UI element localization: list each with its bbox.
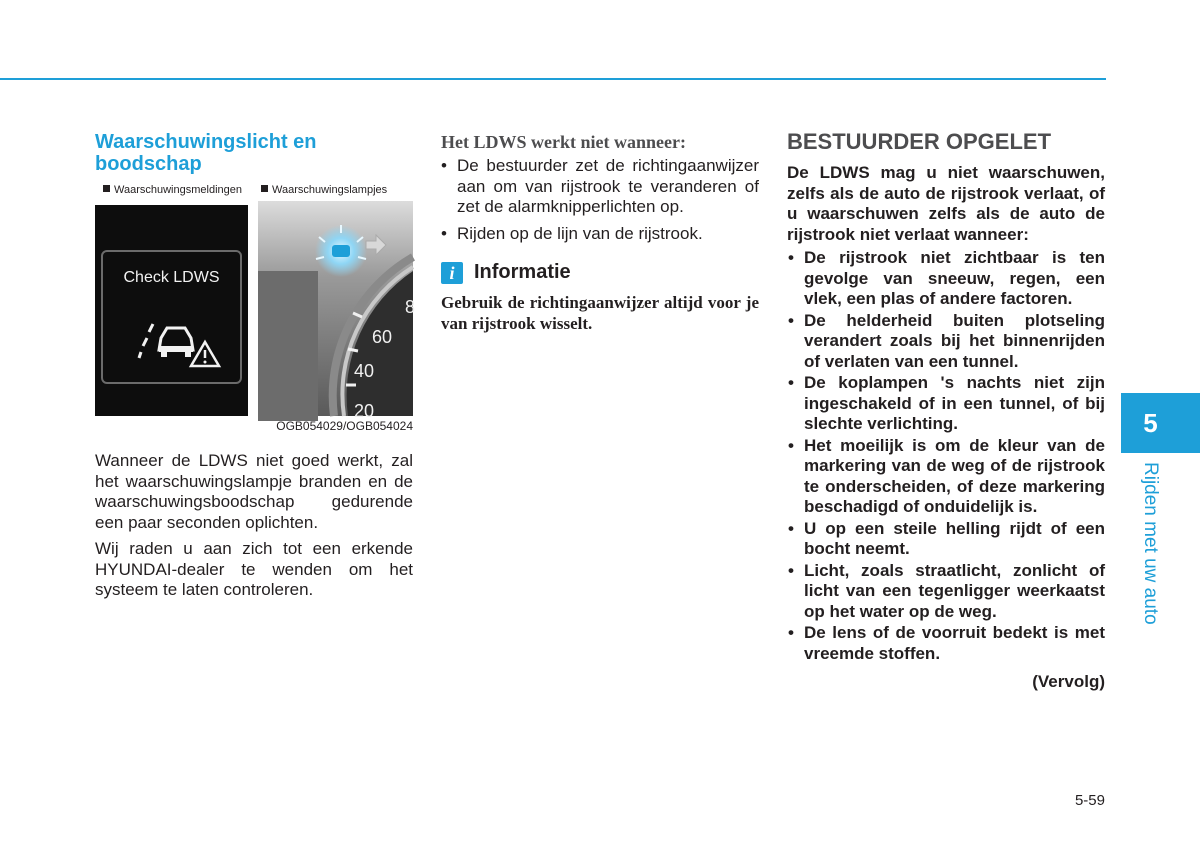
gauge-number: 20 [354,401,375,421]
list-item: • De bestuurder zet de richtingaanwijzer aan om van rijstrook te veranderen of zet de alarmknipperlichten op. [441,156,759,218]
figure-label-messages: Waarschuwingsmeldingen [103,184,242,196]
gauge-number: 60 [372,327,393,347]
image-code: OGB054029/OGB054024 [276,419,413,433]
info-icon: i [441,262,463,284]
chapter-name: Rijden met uw auto [1140,462,1161,625]
lane-departure-warning-icon [139,320,219,368]
gauge-number: 8 [405,297,416,317]
caution-list [787,248,1105,664]
display-message: Check LDWS [123,269,220,286]
paragraph: Wanneer de LDWS niet goed werkt, zal het waarschuwingslampje branden en de waarschuwingsboodschap gedurende een paar seconden oplichten. [95,451,413,532]
not-working-list [441,156,759,244]
caution-title: BESTUURDER OPGELET [787,129,1052,154]
warning-lamp-panel [258,201,416,421]
chapter-number-tab: 5 [1121,393,1200,453]
section-title: Waarschuwingslicht en boodschap [95,131,317,175]
header-rule [0,78,1106,80]
gauge-number: 40 [354,361,375,381]
list-item: • Rijden op de lijn van de rijstrook. [441,224,759,245]
warning-message-box [101,250,242,384]
info-header [441,261,759,284]
info-title: Informatie [474,261,571,283]
list-item: • U op een steile helling rijdt of een bocht neemt. [787,519,1105,560]
list-item: • Het moeilijk is om de kleur van de markering van de weg of de rijstrook te onderscheiden, of deze markering beschadigd of onduidelijk is. [787,436,1105,518]
list-item: • De koplampen 's nachts niet zijn ingeschakeld of in een tunnel, of bij slechte verlichting. [787,373,1105,435]
info-text: Gebruik de richtingaanwijzer altijd voor je van rijstrook wisselt. [441,293,759,333]
list-item: • Licht, zoals straatlicht, zonlicht of licht van een tegenligger weerkaatst op het water op de weg. [787,561,1105,623]
section-column [95,131,413,175]
not-working-heading: Het LDWS werkt niet wanneer: [441,132,686,152]
speedometer-image [258,201,416,421]
paragraph: Wij raden u aan zich tot een erkende HYUNDAI-dealer te wenden om het systeem te laten controleren. [95,539,413,599]
caution-intro: De LDWS mag u niet waarschuwen, zelfs als de auto de rijstrook verlaat, of u waarschuwen zelfs als de auto de rijstrook niet verlaat wanneer: [787,163,1105,244]
list-item: • De lens of de voorruit bedekt is met vreemde stoffen. [787,623,1105,664]
caution-column [787,130,1105,692]
page-number: 5-59 [1074,792,1105,809]
list-item: • De helderheid buiten plotseling verandert zoals bij het binnenrijden of verlaten van een tunnel. [787,311,1105,373]
figure-label-lamps: Waarschuwingslampjes [261,184,387,196]
section-body [95,451,413,607]
cluster-display [95,205,248,416]
list-item: • De rijstrook niet zichtbaar is ten gevolge van sneeuw, regen, een vlek, een plas of andere factoren. [787,248,1105,310]
middle-column [441,131,759,334]
continued-label: (Vervolg) [1032,672,1105,691]
ldws-figure [95,182,416,436]
